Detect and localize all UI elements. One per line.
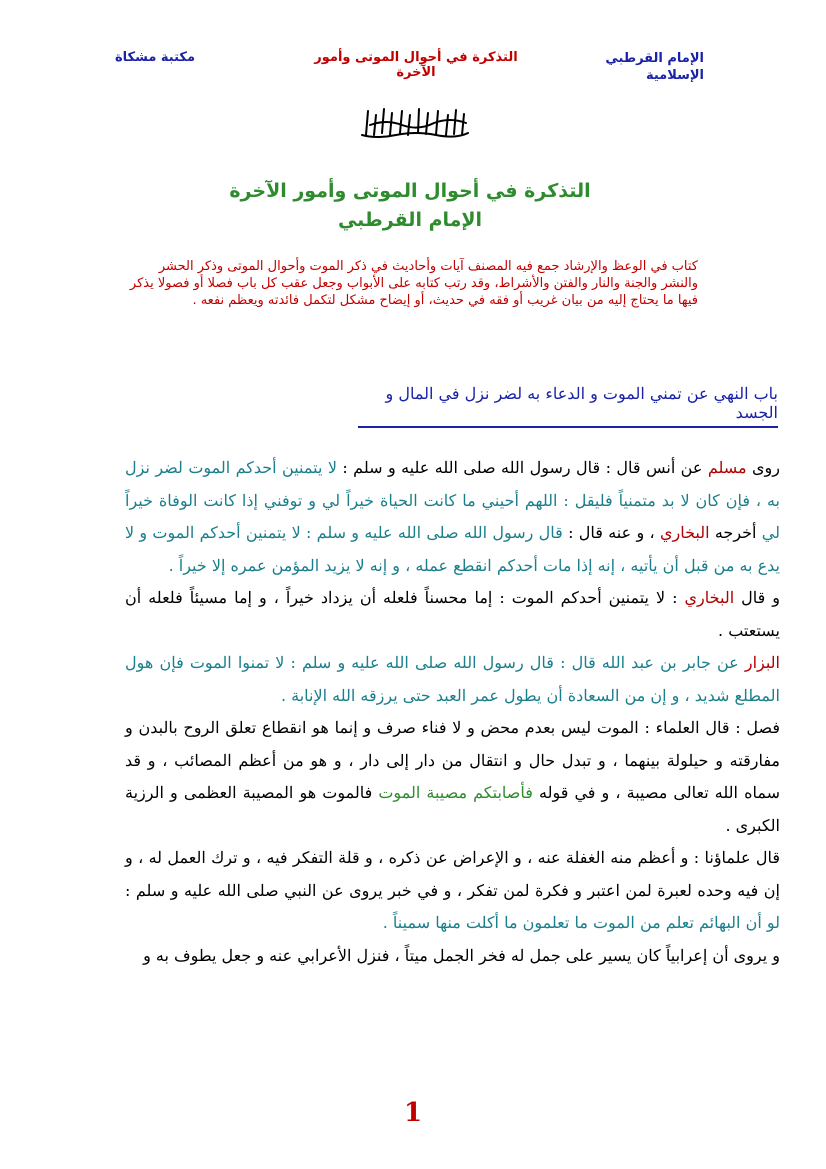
page-number: 1 — [403, 1098, 423, 1128]
paragraph-5 — [125, 842, 780, 940]
text-run: فصل : قال العلماء : الموت ليس بعدم محض و لا فناء صرف و إنما هو انقطاع تعلق الروح بالبدن و مفارقته و حيلولة بينهما ، و تبدل حال و انتقال من دار إلى دار ، و هو من أعظم المصائب ، و قد سماه الله تعالى مصيبة ، و في قوله — [125, 718, 780, 802]
text-run: عن جابر بن عبد الله قال : — [553, 653, 745, 672]
book-description: كتاب في الوعظ والإرشاد جمع فيه المصنف آيات وأحاديث في ذكر الموت وأحوال الموتى وذكر الحشر والنشر والجنة والنار والفتن والأشراط، وقد رتب كتابه على الأبواب وجعل عقب كل باب فصلا أو فصولا يذكر فيها ما يحتاج إليه من بيان غريب أو فقه في حديث، أو إيضاح مشكل لتكمل فائدته ويعظم نفعه . — [129, 259, 698, 308]
body-text — [125, 452, 780, 972]
paragraph-1 — [125, 452, 780, 582]
narrator-bazzar: البزار — [744, 653, 780, 672]
text-run: أخرجه — [709, 523, 762, 542]
text-run: : لا يتمنين أحدكم الموت : إما محسناً فلعله أن يزداد خيراً ، و إما مسيئاً فلعله أن يستعتب . — [125, 588, 780, 640]
page-title: التذكرة في أحوال الموتى وأمور الآخرة — [229, 180, 591, 202]
header-author-name: الإمام القرطبي — [605, 51, 704, 66]
quran-quote: فأصابتكم مصيبة الموت — [378, 783, 533, 802]
paragraph-6: و يروى أن إعرابياً كان يسير على جمل له فخر الجمل ميتاً ، فنزل الأعرابي عنه و جعل يطوف به و — [143, 945, 780, 965]
chapter-title: باب النهي عن تمني الموت و الدعاء به لضر نزل في المال و الجسد — [358, 384, 778, 428]
basmala-calligraphy-icon — [356, 105, 474, 145]
basmala-text: بسم الله الرحمن الرحيم — [399, 140, 431, 144]
page-author: الإمام القرطبي — [337, 209, 483, 231]
narrator-bukhari: البخاري — [684, 588, 735, 607]
paragraph-3 — [125, 647, 780, 712]
narrator-muslim: مسلم — [707, 458, 747, 477]
text-run: و قال — [734, 588, 781, 607]
header-library: مكتبة مشكاة — [114, 50, 196, 65]
narrator-bukhari: البخاري — [659, 523, 710, 542]
text-run: عن أنس قال : قال رسول الله صلى الله عليه و سلم : — [336, 458, 708, 477]
hadith-text: لو أن البهائم تعلم من الموت ما تعلمون ما أكلت منها سميناً . — [382, 913, 780, 932]
hadith-text: لا يتمنين أحدكم الموت لضر نزل به ، فإن كان لا بد متمنياً فليقل : اللهم أحيني ما كانت الحياة خيراً لي و توفني إذا كانت الوفاة خيراً لي — [125, 458, 781, 542]
header-book-title: التذكرة في أحوال الموتى وأمور الآخرة — [314, 50, 518, 80]
text-run: روى — [746, 458, 780, 477]
text-run: قال علماؤنا : و أعظم منه الغفلة عنه ، و الإعراض عن ذكره ، و قلة التفكر فيه ، و ترك العمل له ، و إن فيه وحده لعبرة لمن اعتبر و فكرة لمن تفكر ، و في خبر يروى عن النبي صلى الله عليه و سلم : — [125, 848, 781, 900]
header-author — [594, 50, 704, 84]
hadith-text: قال رسول الله صلى الله عليه و سلم : لا يتمنين أحدكم الموت و لا يدع به من قبل أن يأتيه ، إنه إذا مات أحدكم انقطع عمله ، و إنه لا يزيد المؤمن عمره إلا خيراً . — [125, 523, 780, 575]
header-author-suffix: الإسلامية — [645, 68, 704, 83]
text-run: ، و عنه قال : — [562, 523, 660, 542]
hadith-text: قال رسول الله صلى الله عليه و سلم : لا تمنوا الموت فإن هول المطلع شديد ، و إن من السعادة أن يطول عمر العبد حتى يرزقه الله الإنابة . — [125, 653, 780, 705]
paragraph-2 — [125, 582, 780, 647]
text-run: فالموت هو المصيبة العظمى و الرزية الكبرى . — [125, 783, 780, 835]
paragraph-4 — [125, 712, 780, 842]
